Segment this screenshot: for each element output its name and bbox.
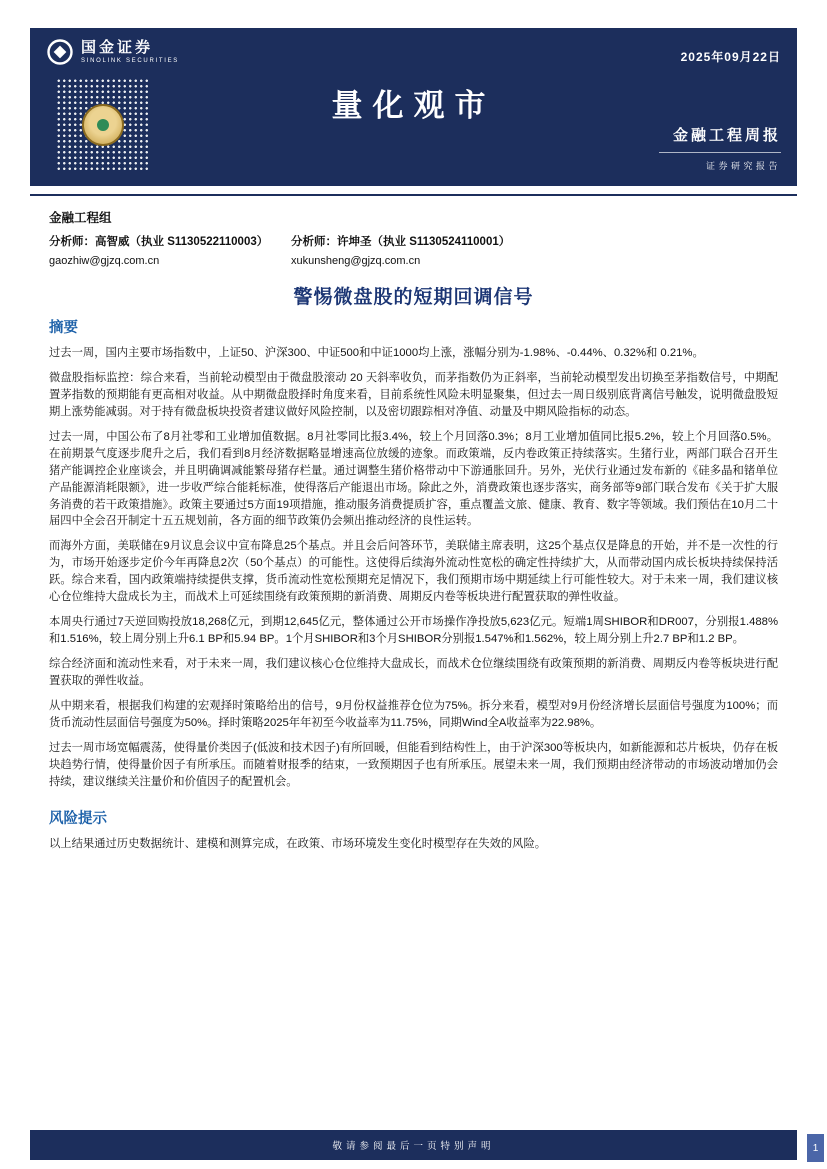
report-body bbox=[49, 316, 778, 861]
brand-name-cn: 国金证券 bbox=[81, 38, 154, 56]
abstract-paragraph: 过去一周，国内主要市场指数中，上证50、沪深300、中证500和中证1000均上涨，涨幅分别为-1.98%、-0.44%、0.32%和 0.21%。 bbox=[49, 347, 704, 359]
abstract-paragraph: 本周央行通过7天逆回购投放18,268亿元，到期12,645亿元，整体通过公开市场操作净投放5,623亿元。短端1周SHIBOR和DR007，分别报1.488%和1.516%，较上周分别上升6.1 BP和5.94 BP。1个月SHIBOR和3个月SHIBOR分别报1.547%和1.562%，较上周分别上升2.7 BP和1.2 BP。 bbox=[49, 616, 778, 646]
abstract-paragraph: 从中期来看，根据我们构建的宏观择时策略给出的信号，9月份权益推荐仓位为75%。拆分来看，模型对9月份经济增长层面信号强度为100%；而货币流动性层面信号强度为50%。择时策略2025年年初至今收益率为11.75%，同期Wind全A收益率为22.98%。 bbox=[49, 699, 778, 729]
footer-bar bbox=[30, 1130, 797, 1160]
abstract-paragraph: 过去一周市场宽幅震荡，使得量价类因子(低波和技术因子)有所回暖，但能看到结构性上，由于沪深300等板块内，如新能源和芯片板块，仍存在板块趋势行情，使得量价因子有所承压。而随着财报季的结束，一致预期因子也有所承压。展望未来一周，我们预期由经济带动的市场波动增加仍会持续，建议继续关注量价和价值因子的配置机会。 bbox=[49, 741, 778, 788]
header-divider-rule bbox=[30, 194, 797, 196]
abstract-paragraph: 综合经济面和流动性来看，对于未来一周，我们建议核心仓位维持大盘成长，而战术仓位继续围绕有政策预期的新消费、周期反内卷等板块进行配置获取的弹性收益。 bbox=[49, 658, 778, 687]
abstract-paragraph: 过去一周，中国公布了8月社零和工业增加值数据。8月社零同比报3.4%，较上个月回落0.3%；8月工业增加值同比报5.2%，较上个月回落0.5%。在前期景气度逐步爬升之后，我们看到8月经济数据略显增速高位放缓的迹象。而政策端，反内卷政策正持续落实。生猪行业，两部门联合召开生猪产能调控企业座谈会，并且明确调减能繁母猪存栏量。通过调整生猪价格带动中下游通胀回升。另外，光伏行业通过发布新的《硅多晶和锗单位产品能源消耗限额》，进一步收严综合能耗标准，使得落后产能退出市场。除此之外，消费政策也逐步落实，商务部等9部门联合发布《关于扩大服务消费的若干政策措施》。政策主要通过5方面19项措施，推动服务消费提质扩容，重点覆盖文旅、健康、教育、数字等领域。我们预估在10月二十届四中全会召开制定十五五规划前，各方面的细节政策仍会频出推动经济的良性运转。 bbox=[49, 430, 778, 528]
page-number: 1 bbox=[807, 1134, 824, 1162]
report-series-title: 量化观市 bbox=[331, 88, 496, 123]
report-category-label: 证券研究报告 bbox=[705, 161, 781, 171]
analyst-2-email: xukunsheng@gjzq.com.cn bbox=[291, 255, 421, 267]
analyst-1-name: 分析师：高智威（执业 S1130522110003） bbox=[49, 236, 269, 248]
analyst-2 bbox=[291, 233, 533, 267]
risk-heading: 风险提示 bbox=[49, 810, 107, 827]
abstract-heading: 摘要 bbox=[49, 320, 78, 336]
analyst-2-name: 分析师：许坤圣（执业 S1130524110001） bbox=[291, 236, 511, 248]
abstract-paragraph: 微盘股指标监控：综合来看，当前轮动模型由于微盘股滚动 20 天斜率收负，而茅指数仍为正斜率，当前轮动模型发出切换至茅指数信号，中期配置茅指数的预期能有更高相对收益。从中期微盘股择时角度来看，目前系统性风险未明显聚集，但过去一周日级别底背离信号触发，说明微盘股短期上涨势能减弱。对于持有微盘板块投资者建议做好风险控制，以及密切跟踪相对净值、动量及中期风险指标的动态。 bbox=[49, 371, 778, 418]
report-type-block bbox=[659, 124, 781, 172]
report-type-label: 金融工程周报 bbox=[672, 127, 781, 144]
analysts-row bbox=[49, 233, 778, 267]
team-name: 金融工程组 bbox=[49, 211, 112, 225]
brand-text bbox=[81, 40, 179, 65]
report-header bbox=[30, 28, 797, 186]
report-type-divider bbox=[659, 152, 781, 153]
footer-disclaimer: 敬请参阅最后一页特别声明 bbox=[332, 1141, 495, 1152]
report-date: 2025年09月22日 bbox=[680, 50, 781, 64]
banner-top-row bbox=[46, 38, 781, 66]
sinolink-logo bbox=[46, 38, 179, 66]
risk-paragraph: 以上结果通过历史数据统计、建模和测算完成，在政策、市场环境发生变化时模型存在失效的风险。 bbox=[49, 837, 547, 850]
brand-name-en: SINOLINK SECURITIES bbox=[81, 58, 179, 65]
abstract-paragraph: 而海外方面，美联储在9月议息会议中宣布降息25个基点。并且会后问答环节，美联储主席表明，这25个基点仅是降息的开始，并不是一次性的行为，市场开始逐步定价今年再降息2次（50个基点）的可能性。这使得后续海外流动性宽松的确定性持续扩大，从而带动国内成长板块持续保持活跃。综合来看，国内政策端持续提供支撑，货币流动性宽松预期充足情况下，我们预期市场中期延续上行可能性较大。对于未来一周，我们建议核心仓位维持大盘成长为主，而战术上可延续围绕有政策预期的新消费、周期反内卷等板块进行配置获取的弹性收益。 bbox=[49, 540, 778, 604]
sinolink-logo-icon bbox=[46, 38, 74, 66]
analyst-1-email: gaozhiw@gjzq.com.cn bbox=[49, 255, 160, 267]
report-title: 警惕微盘股的短期回调信号 bbox=[293, 287, 534, 308]
analysts-block bbox=[49, 208, 778, 267]
analyst-1 bbox=[49, 233, 291, 267]
